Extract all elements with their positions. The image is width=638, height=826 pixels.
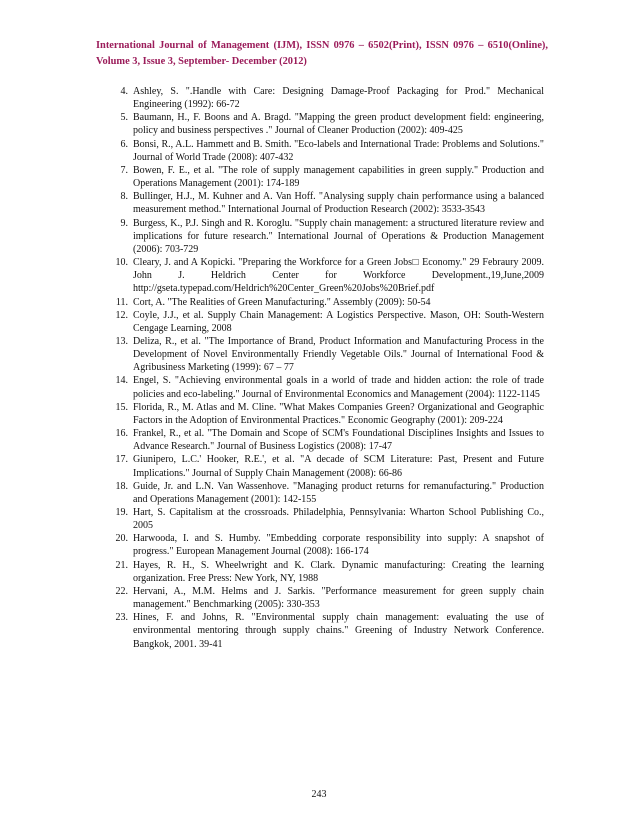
reference-list <box>104 85 544 651</box>
reference-item <box>104 401 544 427</box>
reference-item <box>104 585 544 611</box>
reference-item <box>104 374 544 400</box>
reference-text: Bonsi, R., A.L. Hammett and B. Smith. "Eco-labels and International Trade: Problems and Solutions." Journal of World Trade (2008): 407-432 <box>133 138 544 163</box>
reference-number: 8. <box>120 191 128 203</box>
reference-text: Hines, F. and Johns, R. "Environmental supply chain management: evaluating the use of environmental mentoring through supply chains." Greening of Industry Network Conference. Bangkok, 2001. 39-41 <box>133 612 544 650</box>
reference-item <box>104 559 544 585</box>
reference-item <box>104 85 544 111</box>
reference-number: 19. <box>115 507 128 518</box>
reference-number: 6. <box>120 138 128 150</box>
reference-number: 23. <box>115 612 128 624</box>
reference-item <box>104 111 544 137</box>
reference-number: 22. <box>115 585 128 597</box>
reference-number: 9. <box>120 217 128 229</box>
reference-text: Giunipero, L.C.' Hooker, R.E.', et al. "A decade of SCM Literature: Past, Present and Future Implications." Journal of Supply Chain Management (2008): 66-86 <box>133 454 544 479</box>
reference-text: Hervani, A., M.M. Helms and J. Sarkis. "Performance measurement for green supply chain management." Benchmarking (2005): 330-353 <box>133 585 544 611</box>
reference-number: 18. <box>115 480 128 492</box>
reference-number: 17. <box>115 454 128 466</box>
reference-text: Frankel, R., et al. "The Domain and Scope of SCM's Foundational Disciplines Insights and Issues to Advance Research." Journal of Business Logistics (2008): 17-47 <box>133 428 544 453</box>
reference-number: 5. <box>120 112 128 124</box>
reference-text: Engel, S. "Achieving environmental goals in a world of trade and hidden action: the role of trade policies and eco-labeling." Journal of Environmental Economics and Management (2004): 1122-1145 <box>133 375 544 400</box>
reference-number: 12. <box>115 309 128 321</box>
reference-item <box>104 335 544 374</box>
page-number: 243 <box>311 789 327 800</box>
reference-number: 20. <box>115 533 128 545</box>
reference-text: Bowen, F. E., et al. "The role of supply management capabilities in green supply." Production and Operations Management (2001): 174-189 <box>133 164 544 190</box>
reference-number: 13. <box>115 335 128 347</box>
reference-item <box>104 480 544 506</box>
reference-number: 4. <box>120 86 128 97</box>
reference-number: 15. <box>115 401 128 413</box>
reference-item <box>104 296 544 309</box>
reference-item <box>104 506 544 532</box>
reference-item <box>104 532 544 558</box>
reference-text: Bullinger, H.J., M. Kuhner and A. Van Hoff. "Analysing supply chain performance using a balanced measurement method." International Journal of Production Research (2002): 3533-3543 <box>133 191 544 216</box>
reference-item <box>104 611 544 650</box>
reference-number: 10. <box>115 257 128 269</box>
reference-item <box>104 453 544 479</box>
reference-number: 16. <box>115 428 128 440</box>
reference-text: Harwooda, I. and S. Humby. "Embedding corporate responsibility into supply: A snapshot of progress." European Management Journal (2008): 166-174 <box>133 533 544 558</box>
reference-text: Burgess, K., P.J. Singh and R. Koroglu. "Supply chain management: a structured literature review and implications for future research." International Journal of Operations & Production Management (2006): 703-729 <box>133 217 544 255</box>
reference-text: Deliza, R., et al. "The Importance of Brand, Product Information and Manufacturing Process in the Development of Novel Environmentally Friendly Vegetable Oils." Journal of International Food & Agribusiness Marketing (1999): 67 – 77 <box>133 335 544 374</box>
reference-number: 11. <box>115 296 128 308</box>
reference-item <box>104 309 544 335</box>
reference-text: Cleary, J. and A Kopicki. "Preparing the Workforce for a Green Jobs□ Economy." 29 Febraury 2009. John J. Heldrich Center for Workforce Development.,19,June,2009 http://gseta.typepad.com/Heldrich%20Center_Green%20Jobs%20Brief.pdf <box>133 257 544 295</box>
reference-text: Ashley, S. ".Handle with Care: Designing Damage-Proof Packaging for Prod." Mechanical Engineering (1992): 66-72 <box>133 86 544 111</box>
reference-text: Guide, Jr. and L.N. Van Wassenhove. "Managing product returns for remanufacturing." Production and Operations Management (2001): 142-155 <box>133 480 544 505</box>
reference-text: Baumann, H., F. Boons and A. Bragd. "Mapping the green product development field: engineering, policy and business perspectives ." Journal of Cleaner Production (2002): 409-425 <box>133 112 544 137</box>
reference-text: Florida, R., M. Atlas and M. Cline. "What Makes Companies Green? Organizational and Geographic Factors in the Adoption of Environmental Practices." Economic Geography (2001): 209-224 <box>133 401 544 426</box>
reference-text: Hayes, R. H., S. Wheelwright and K. Clark. Dynamic manufacturing: Creating the learning organization. Free Press: New York, NY, 1988 <box>133 559 544 584</box>
reference-item <box>104 217 544 256</box>
reference-item <box>104 190 544 216</box>
reference-text: Hart, S. Capitalism at the crossroads. Philadelphia, Pennsylvania: Wharton School Publishing Co., 2005 <box>133 507 544 532</box>
reference-text: Cort, A. "The Realities of Green Manufacturing." Assembly (2009): 50-54 <box>133 296 431 308</box>
journal-header: International Journal of Management (IJM), ISSN 0976 – 6502(Print), ISSN 0976 – 6510(Online), Volume 3, Issue 3, September- December (2012) <box>96 40 548 67</box>
reference-item <box>104 164 544 190</box>
reference-number: 7. <box>120 164 128 176</box>
reference-item <box>104 427 544 453</box>
reference-number: 14. <box>115 375 128 387</box>
reference-item <box>104 256 544 295</box>
reference-number: 21. <box>115 559 128 571</box>
reference-item <box>104 138 544 164</box>
reference-text: Coyle, J.J., et al. Supply Chain Management: A Logistics Perspective. Mason, OH: South-Western Cengage Learning, 2008 <box>133 309 544 334</box>
